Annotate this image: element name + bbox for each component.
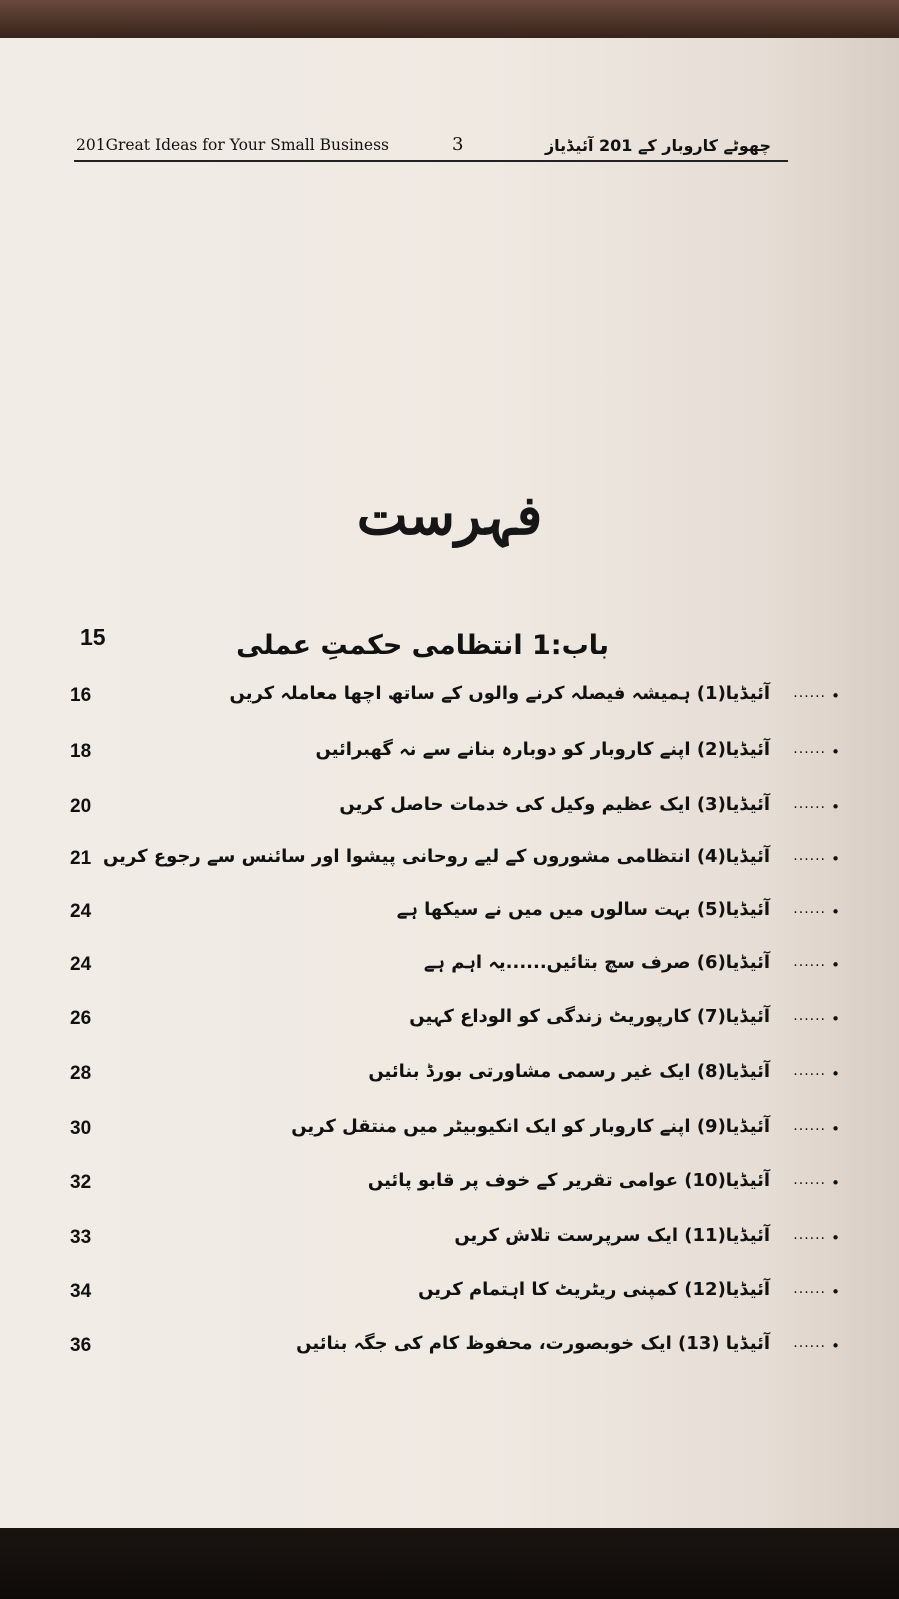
chapter-title: باب:1 انتظامی حکمتِ عملی <box>236 630 609 661</box>
toc-entry-page: 20 <box>70 796 92 817</box>
toc-entry-title: آئیڈیا(10) عوامی تقریر کے خوف پر قابو پائیں <box>367 1170 770 1191</box>
toc-leader-dots: ...... <box>793 848 826 864</box>
toc-entry-page: 18 <box>70 741 92 762</box>
toc-entry-page: 26 <box>70 1008 92 1029</box>
background-bottom <box>0 1528 899 1599</box>
toc-leader-dots: ...... <box>793 1227 826 1243</box>
toc-entry[interactable] <box>60 685 840 717</box>
toc-entry-title: آئیڈیا(11) ایک سرپرست تلاش کریں <box>454 1225 770 1246</box>
toc-entry-title: آئیڈیا(1) ہمیشہ فیصلہ کرنے والوں کے ساتھ اچھا معاملہ کریں <box>229 683 770 704</box>
toc-entry-title: آئیڈیا(4) انتظامی مشوروں کے لیے روحانی پیشوا اور سائنس سے رجوع کریں <box>102 846 770 867</box>
toc-entry-title: آئیڈیا(5) بہت سالوں میں میں نے سیکھا ہے <box>396 899 770 920</box>
header-urdu-title: چھوٹے کاروبار کے 201 آئیڈیاز <box>544 136 771 155</box>
toc-leader-dots: ...... <box>793 741 826 757</box>
toc-entry-title: آئیڈیا(8) ایک غیر رسمی مشاورتی بورڈ بنائیں <box>368 1061 770 1082</box>
toc-entry[interactable] <box>60 954 840 986</box>
toc-leader-dots: ...... <box>793 1281 826 1297</box>
toc-entry[interactable] <box>60 1281 840 1313</box>
bullet-icon: • <box>831 743 840 761</box>
header-page-number: 3 <box>452 134 464 155</box>
bullet-icon: • <box>831 1229 840 1247</box>
chapter-page-number: 15 <box>80 624 106 650</box>
toc-entry-title: آئیڈیا(3) ایک عظیم وکیل کی خدمات حاصل کریں <box>339 794 770 815</box>
toc-entry-page: 28 <box>70 1063 92 1084</box>
toc-leader-dots: ...... <box>793 1335 826 1351</box>
toc-entry[interactable] <box>60 1118 840 1150</box>
toc-entry[interactable] <box>60 848 840 880</box>
bullet-icon: • <box>831 1174 840 1192</box>
header-english-title: 201Great Ideas for Your Small Business <box>76 136 389 154</box>
toc-entry-title: آئیڈیا(2) اپنے کاروبار کو دوبارہ بنانے سے نہ گھبرائیں <box>315 739 770 760</box>
toc-entry-title: آئیڈیا(12) کمپنی ریٹریٹ کا اہتمام کریں <box>418 1279 770 1300</box>
toc-entry-title: آئیڈیا (13) ایک خوبصورت، محفوظ کام کی جگہ بنائیں <box>296 1333 770 1354</box>
toc-leader-dots: ...... <box>793 796 826 812</box>
toc-entry[interactable] <box>60 1335 840 1367</box>
toc-entry[interactable] <box>60 1063 840 1095</box>
bullet-icon: • <box>831 903 840 921</box>
toc-entry-page: 34 <box>70 1281 92 1302</box>
bullet-icon: • <box>831 1283 840 1301</box>
book-page <box>0 38 899 1530</box>
toc-entry-page: 30 <box>70 1118 92 1139</box>
bullet-icon: • <box>831 1010 840 1028</box>
toc-entry-title: آئیڈیا(7) کارپوریٹ زندگی کو الوداع کہیں <box>409 1006 770 1027</box>
toc-entry-page: 32 <box>70 1172 92 1193</box>
toc-entry-page: 16 <box>70 685 92 706</box>
toc-leader-dots: ...... <box>793 1063 826 1079</box>
toc-entry-page: 24 <box>70 901 92 922</box>
toc-entry[interactable] <box>60 1172 840 1204</box>
toc-leader-dots: ...... <box>793 685 826 701</box>
bullet-icon: • <box>831 1065 840 1083</box>
toc-leader-dots: ...... <box>793 1008 826 1024</box>
bullet-icon: • <box>831 798 840 816</box>
bullet-icon: • <box>831 1120 840 1138</box>
toc-entry[interactable] <box>60 1008 840 1040</box>
toc-entry-page: 33 <box>70 1227 92 1248</box>
bullet-icon: • <box>831 687 840 705</box>
bullet-icon: • <box>831 1337 840 1355</box>
toc-leader-dots: ...... <box>793 901 826 917</box>
toc-leader-dots: ...... <box>793 1118 826 1134</box>
bullet-icon: • <box>831 956 840 974</box>
toc-entry[interactable] <box>60 901 840 933</box>
toc-entry-page: 24 <box>70 954 92 975</box>
header-rule <box>74 160 788 162</box>
toc-entry[interactable] <box>60 796 840 828</box>
toc-leader-dots: ...... <box>793 1172 826 1188</box>
toc-entry[interactable] <box>60 741 840 773</box>
toc-leader-dots: ...... <box>793 954 826 970</box>
toc-entry-title: آئیڈیا(9) اپنے کاروبار کو ایک انکیوبیٹر میں منتقل کریں <box>291 1116 770 1137</box>
toc-entry-page: 21 <box>70 848 92 869</box>
toc-entry[interactable] <box>60 1227 840 1259</box>
contents-heading: فہرست <box>356 483 543 547</box>
toc-entry-title: آئیڈیا(6) صرف سچ بتائیں......یہ اہم ہے <box>423 952 770 973</box>
toc-entry-page: 36 <box>70 1335 92 1356</box>
bullet-icon: • <box>831 850 840 868</box>
